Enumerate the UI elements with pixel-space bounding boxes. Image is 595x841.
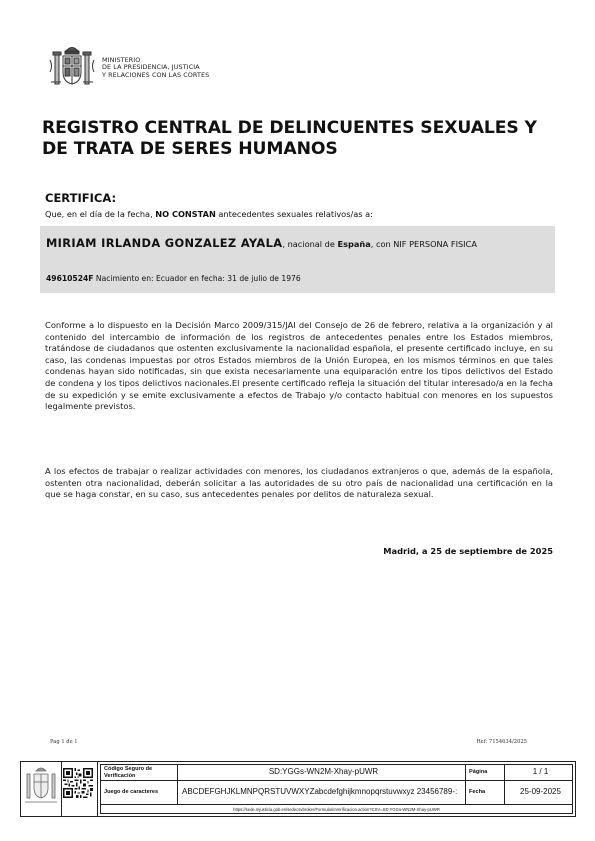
document-title: REGISTRO CENTRAL DE DELINCUENTES SEXUALES Y DE TRATA DE SERES HUMANOS bbox=[42, 118, 537, 159]
charset-value: ABCDEFGHJKLMNPQRSTUVWXYZabcdefghijkmnopqrstuvwxyz 23456789-: bbox=[177, 780, 466, 805]
subject-nationality: España bbox=[337, 239, 371, 249]
page-label: Página bbox=[465, 764, 505, 781]
subject-birth-line: 49610524F Nacimiento en: Ecuador en fecha: 31 de julio de 1976 bbox=[46, 274, 301, 283]
subject-id: 49610524F bbox=[46, 274, 94, 283]
coat-of-arms-icon bbox=[47, 42, 97, 92]
footer-coat-of-arms-icon bbox=[22, 764, 60, 810]
charset-label: Juego de caracteres bbox=[100, 780, 178, 805]
verification-url[interactable]: https://sede.mjusticia.gob.es/sedecsvbroker/FormularioVerificacion.action?CSV=SD:YGGs-WN2M-Xhay-pUWR bbox=[100, 804, 573, 814]
csv-value: SD:YGGs-WN2M-Xhay-pUWR bbox=[177, 764, 466, 781]
certifica-statement: Que, en el día de la fecha, NO CONSTAN antecedentes sexuales relativos/as a: bbox=[45, 209, 373, 219]
subject-name: MIRIAM IRLANDA GONZALEZ AYALA bbox=[46, 236, 283, 250]
page-number: Pag 1 de 1 bbox=[50, 739, 78, 745]
reference-number: Ref: 7154634/2025 bbox=[476, 739, 527, 745]
place-date: Madrid, a 25 de septiembre de 2025 bbox=[383, 546, 553, 556]
qr-code-icon bbox=[63, 768, 93, 798]
subject-name-line: MIRIAM IRLANDA GONZALEZ AYALA, nacional de España, con NIF PERSONA FISICA bbox=[46, 236, 477, 250]
csv-label: Código Seguro de Verificación bbox=[100, 764, 178, 781]
ministry-name: MINISTERIO DE LA PRESIDENCIA, JUSTICIA Y RELACIONES CON LAS CORTES bbox=[102, 56, 210, 79]
date-label: Fecha bbox=[465, 780, 505, 805]
date-value: 25-09-2025 bbox=[504, 780, 573, 805]
minors-paragraph: A los efectos de trabajar o realizar actividades con menores, los ciudadanos extranjeros o que, además de la española, ostenten otra nacionalidad, deberán solicitar a las autoridades de su otro país de nacionalidad una certificación en la que se haga constar, en su caso, sus antecedentes penales por delitos de naturaleza sexual. bbox=[45, 466, 553, 500]
certifica-heading: CERTIFICA: bbox=[45, 191, 117, 205]
page-value: 1 / 1 bbox=[504, 764, 573, 781]
legal-paragraph: Conforme a lo dispuesto en la Decisión Marco 2009/315/JAI del Consejo de 26 de febrero, relativa a la organización y al contenido del intercambio de información de los registros de antecedentes penales entre los Estados miembros, tratándose de ciudadanos que ostenten exclusivamente la nacionalidad española, el presente certificado incluye, en su caso, las condenas impuestas por otros Estados miembros de la Unión Europea, en los mismos términos en que tales condenas hayan sido notificadas, sin que exista necesariamente una equiparación entre los tipos delictivos del Estado de condena y los tipos delictivos nacionales.El presente certificado refleja la situación del titular interesado/a en la fecha de su expedición y se emite exclusivamente a efectos de Trabajo y/o contacto habitual con menores en los supuestos legalmente previstos. bbox=[45, 320, 553, 412]
